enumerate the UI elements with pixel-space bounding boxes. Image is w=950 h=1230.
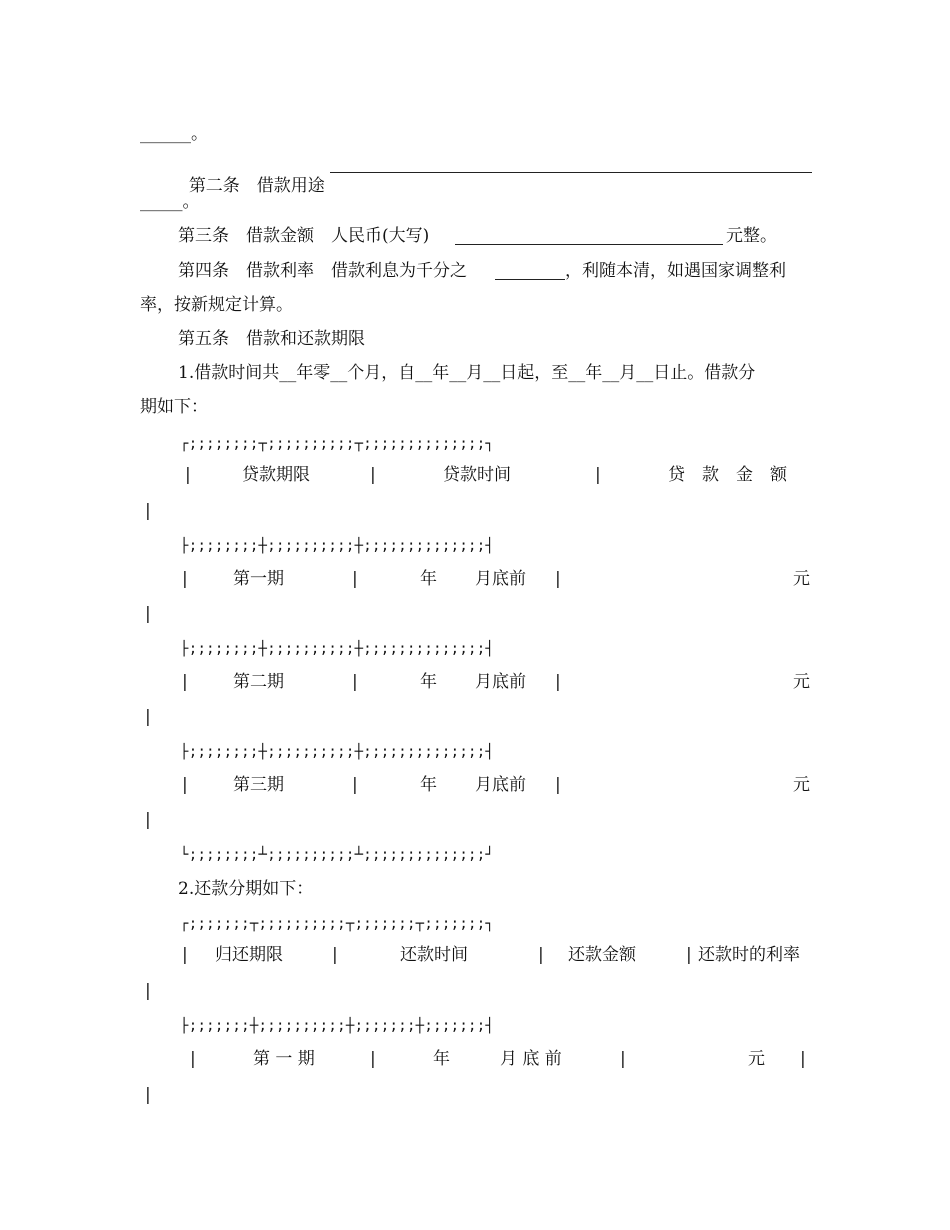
table1-row1-year: 年 <box>420 569 437 589</box>
table2-mid-rule: ├;;;;;;;┼;;;;;;;;;;┼;;;;;;;┼;;;;;;;┤ <box>180 1018 495 1034</box>
table1-row2-month: 月底前 <box>475 672 526 692</box>
table2-row1-unit: 元 <box>748 1049 765 1069</box>
table2-bar: | <box>190 1049 196 1069</box>
table1-row1-unit: 元 <box>793 569 810 589</box>
rate-blank[interactable] <box>495 279 565 280</box>
table2-bar: | <box>686 945 692 965</box>
loan-period-clause-wrap: 期如下： <box>140 397 208 417</box>
table2-top-rule: ┌;;;;;;;┬;;;;;;;;;;┬;;;;;;;┬;;;;;;;┐ <box>180 916 495 932</box>
table1-bar: | <box>145 707 151 727</box>
table2-bar: | <box>145 981 151 1001</box>
table2-row1-year: 年 <box>433 1049 450 1069</box>
table1-mid-rule: ├;;;;;;;;┼;;;;;;;;;;┼;;;;;;;;;;;;;;┤ <box>180 538 495 554</box>
table1-bar: | <box>555 672 561 692</box>
purpose-tail: _____。 <box>140 192 200 212</box>
rate-note: ，利随本清，如遇国家调整利 <box>565 261 786 281</box>
table1-bar: | <box>352 672 358 692</box>
table1-header-period: 贷款期限 <box>242 465 310 485</box>
article-3-amount: 第三条 借款金额 人民币(大写) <box>178 226 430 246</box>
table2-header-time: 还款时间 <box>400 945 468 965</box>
table1-row1-month: 月底前 <box>475 569 526 589</box>
table1-row3-year: 年 <box>420 775 437 795</box>
table1-bar: | <box>182 775 188 795</box>
table2-bar: | <box>332 945 338 965</box>
fill-line-tail: ______。 <box>140 124 208 144</box>
table1-bar: | <box>352 775 358 795</box>
repayment-clause: 2.还款分期如下： <box>178 879 314 899</box>
table1-row2-unit: 元 <box>793 672 810 692</box>
table1-bar: | <box>145 501 151 521</box>
table2-header-rate: 还款时的利率 <box>698 945 800 965</box>
table2-header-period: 归还期限 <box>215 945 283 965</box>
table2-row1-month: 月 底 前 <box>500 1049 562 1069</box>
table1-bar: | <box>145 604 151 624</box>
table1-bottom-rule: └;;;;;;;;┴;;;;;;;;;;┴;;;;;;;;;;;;;;┘ <box>180 847 495 863</box>
article-5-term: 第五条 借款和还款期限 <box>178 329 365 349</box>
loan-period-clause: 1.借款时间共__年零__个月，自__年__月__日起，至__年__月__日止。借款分 <box>178 363 756 383</box>
rate-note-wrap: 率，按新规定计算。 <box>140 295 293 315</box>
table2-bar: | <box>800 1049 806 1069</box>
table1-row1-period: 第一期 <box>233 569 284 589</box>
table1-row3-unit: 元 <box>793 775 810 795</box>
table1-row3-period: 第三期 <box>233 775 284 795</box>
table1-row2-year: 年 <box>420 672 437 692</box>
table1-mid-rule: ├;;;;;;;;┼;;;;;;;;;;┼;;;;;;;;;;;;;;┤ <box>180 744 495 760</box>
table1-row2-period: 第二期 <box>233 672 284 692</box>
table1-bar: | <box>555 569 561 589</box>
table2-row1-period: 第 一 期 <box>253 1049 315 1069</box>
table1-bar: | <box>370 465 376 485</box>
table1-header-amount: 贷 款 金 额 <box>668 465 787 485</box>
article-4-rate: 第四条 借款利率 借款利息为千分之 <box>178 261 467 281</box>
table2-header-amount: 还款金额 <box>568 945 636 965</box>
table2-bar: | <box>182 945 188 965</box>
table2-bar: | <box>145 1085 151 1105</box>
amount-suffix: 元整。 <box>726 226 777 246</box>
table1-bar: | <box>182 672 188 692</box>
table2-bar: | <box>620 1049 626 1069</box>
table2-bar: | <box>538 945 544 965</box>
table1-bar: | <box>352 569 358 589</box>
table2-bar: | <box>370 1049 376 1069</box>
table1-bar: | <box>145 810 151 830</box>
article-2-purpose <box>178 153 325 197</box>
table1-bar: | <box>185 465 191 485</box>
table1-bar: | <box>595 465 601 485</box>
table1-mid-rule: ├;;;;;;;;┼;;;;;;;;;;┼;;;;;;;;;;;;;;┤ <box>180 641 495 657</box>
purpose-blank[interactable] <box>330 172 812 173</box>
table1-header-time: 贷款时间 <box>443 465 511 485</box>
amount-blank[interactable] <box>455 244 723 245</box>
article-2-label: 第二条 借款用途 <box>188 176 325 196</box>
table1-top-rule: ┌;;;;;;;;┬;;;;;;;;;;┬;;;;;;;;;;;;;;┐ <box>180 436 495 452</box>
table1-bar: | <box>182 569 188 589</box>
table1-row3-month: 月底前 <box>475 775 526 795</box>
table1-bar: | <box>555 775 561 795</box>
